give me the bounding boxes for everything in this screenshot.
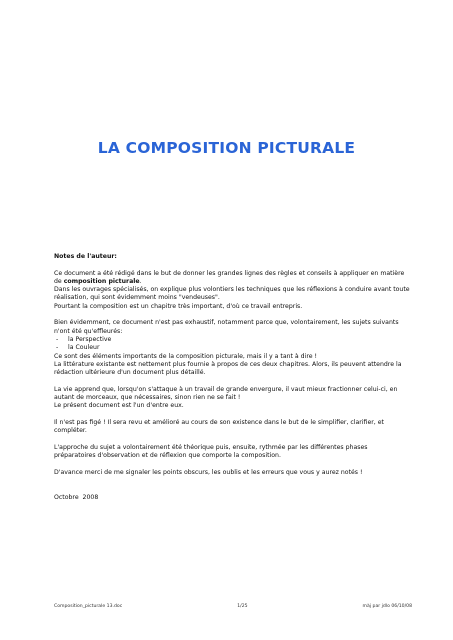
paragraph-line: Ce document a été rédigé dans le but de donner les grandes lignes des règles et conseils à appliquer en matière xyxy=(54,269,405,277)
paragraph-line: Le présent document est l'un d'entre eux. xyxy=(54,402,184,410)
paragraph-line: Il n'est pas figé ! Il sera revu et amélioré au cours de son existence dans le but de le simplifier, clarifier, et xyxy=(54,418,384,426)
paragraph-line: rédaction ultérieure d'un document plus détaillé. xyxy=(54,369,206,377)
footer-filename: Composition_picturale 13.doc xyxy=(54,604,123,609)
paragraph-line: réalisation, qui sont évidemment moins "vendeuses". xyxy=(54,294,220,302)
paragraph-line: préparatoires d'observation et de réflexion que comporte la composition. xyxy=(54,452,281,460)
paragraph-line: Ce sont des éléments importants de la composition picturale, mais il y a tant à dire ! xyxy=(54,352,317,360)
paragraph-line: L'approche du sujet a volontairement été théorique puis, ensuite, rythmée par les différentes phases xyxy=(54,443,368,451)
paragraph-line: La vie apprend que, lorsqu'on s'attaque à un travail de grande envergure, il vaut mieux fractionner celui-ci, en xyxy=(54,385,398,393)
list-dash: - xyxy=(56,335,59,343)
list-item-label: la Couleur xyxy=(68,344,100,352)
page-footer xyxy=(54,604,412,609)
footer-page-number: 1/25 xyxy=(237,604,248,609)
list-dash: - xyxy=(56,344,59,352)
list-item xyxy=(54,336,414,344)
paragraph-line: D'avance merci de me signaler les points obscurs, les oublis et les erreurs que vous y aurez notés ! xyxy=(54,468,363,476)
footer-updated: màj par jdlo 06/10/08 xyxy=(362,604,412,609)
paragraph-line: n'ont été qu'effleurés: xyxy=(54,327,123,335)
paragraph-line: compléter. xyxy=(54,427,87,435)
list-item xyxy=(54,344,414,352)
paragraph-line: Dans les ouvrages spécialisés, on explique plus volontiers les techniques que les réflexions à conduire avant toute xyxy=(54,286,410,294)
paragraph-line: La littérature existante est nettement plus fournie à propos de ces deux chapitres. Alors, ils peuvent attendre la xyxy=(54,360,402,368)
paragraph-line xyxy=(54,278,414,286)
document-date: Octobre 2008 xyxy=(54,493,99,501)
text-span: de xyxy=(54,277,64,285)
paragraph-line: Bien évidemment, ce document n'est pas exhaustif, notamment parce que, volontairement, les sujets suivants xyxy=(54,319,399,327)
paragraph-line: Pourtant la composition est un chapitre très important, d'où ce travail entrepris. xyxy=(54,302,303,310)
bold-term: composition picturale xyxy=(63,277,140,285)
document-body xyxy=(54,253,414,502)
page-title: LA COMPOSITION PICTURALE xyxy=(97,139,356,157)
text-span: . xyxy=(139,277,142,285)
notes-heading: Notes de l'auteur: xyxy=(54,253,117,260)
list-item-label: la Perspective xyxy=(68,335,112,343)
paragraph-line: autant de morceaux, que nécessaires, sinon rien ne se fait ! xyxy=(54,394,241,402)
